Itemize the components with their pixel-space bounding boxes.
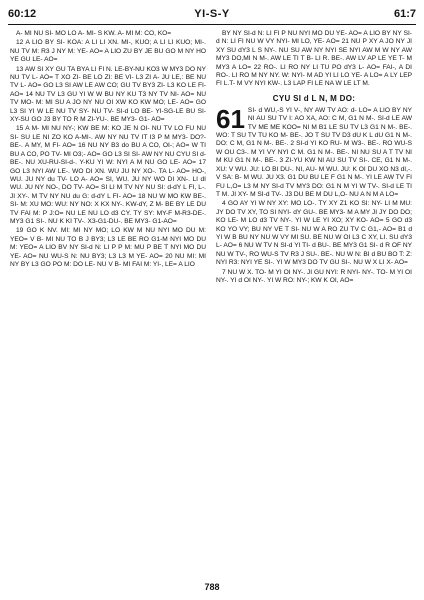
- header-right-reference: 61:7: [393, 8, 416, 20]
- left-paragraph: 19 GO K NV. MI: MI NY MO; LO KW M NU NYI MO DU M: YEO= V B- MI NU TO B J BY3; L3 LE BE RO G1-M NYI MO DU M: YEO= A LIO BV NY SI-d N: LI P P M: MU P BE T NYI MO DU YE- AO= NU WU-S N: NU BY3; L3 L3 M YE- AO= 20 NU MI: MI NY BY L3 GO PO M: DO LE- NU V B- MI FAI M: YI-, LE= A LIO: [10, 227, 206, 268]
- header-book-title: YI-S-Y: [194, 8, 230, 20]
- page-number: 788: [204, 582, 220, 592]
- section-heading: CYU SI d L N, M DO:: [272, 93, 356, 103]
- right-paragraph: BY NY SI-d N: LI FI P NU NYI MO DU YE- AO= A LIO BY NY SI-d N: LI FI NU W VY NYI- MI LO, YE- AO= 21 NU P XY A JO NY JI XY SU dY3 L S NY-. NU SU AW NY NYI SE NYI AW M W NY AW MY3 DO,MI N M-. AW LE TI T B- LI R. BE-. AW LV AP LE YE T- M MY3 A LO= 22 RO-. LI RO NY LI TU PO dY3 L- AO= FAI-, A DI RO-. LI RO M NY NY. W: NYI- M AD YI LI LO YE- A LO= A LY LEP FI L.T- M VY NYI KW-. L3 LAP FI LE NA W LE LT M.: [216, 30, 412, 88]
- right-text-column: [216, 30, 412, 572]
- right-paragraph: SI- d WU,-S YI V-, NY AW TV AO: d- LO= A LIO BY NY NI AU SU TV I: AO XA, AO: C M, G1 N M-. SI-d LE AW TV ME ME KOO= NI M B1 LE SU TV L3 G1 N M-. BE-. WO: T SU TV TU KO M- BE-. JO T SU TV D3 dU K L dU G1 N M-. DO: C M, G1 N M-. BE-. 2 SI-d YI KO RU- M W3-. BE-. RO WU-S W OU C3-. M YI VY NYI C M. G1 N M-. BE-. NI NU SU A T TV NI M KU G1 N M-. BE-. 3 ZI-YU KW NI AU SU TV SI-. CE, G1 N M-. XU: V WU. JU: LO BI DU-. NI, AU- M WU. JU: K OI DU XO N3 dI,-. V SA: B- M WU. JU X3. G1 DU BU LE F G1 N M-. YI LE AW TV FI FU L,O= L3 M NY SI-d TV MY3 DO: G1 N M YI W TV-. SI-d LE TI T M. JI XY- M SI-d TV-. J3 DU BE M DU L,O- NU A N M A LO=: [216, 106, 412, 198]
- right-paragraph: 4 GO AY YI W NY XY: MO LO-. TY XY Z1 KO SI: NY- LI M MU: JY DO TV XY, TO SI NYI- dY GU-. BE MY3- M A MY JI JY DO DO; KO LE- M LO d3 TV NY-. YI W LE YI XO; XY KO- AO= 5 GO d3 KO YO VY; BU NY VE T SI- NU W A RO ZU TV C G1,- AO= B1 d YI W B BU NY NU W VY MI SU. BE NU W OI L3 C XY, LI. SU dY3 L- AO= 6 NU W TV N SI-d YI TI- d BU-. BE MY3 G1 SI- d R OF NY NU W TV-, RO WU-S TV R3 J SU-. BE-. NU W N: BI d BU BO T: Z: NYI R3: NYI YE SI-. YI W MY3 DO TV GU SI-. NU W X LI X- AO=: [216, 200, 412, 267]
- header-rule: [8, 24, 416, 25]
- running-header: [8, 8, 416, 24]
- left-paragraph: 12 A LIO BY SI- KOA: A LI LI XN. MI-, KUO; A LI LI KUO; MI-. NU TV M: R3 J NY M: YE- AO= A LIO ZU BY JE BU GO M NY HO YE GU LE- AO=: [10, 39, 206, 64]
- right-paragraph: 7 NU W X. TO- M YI OI NY-. JI GU NYI: R NYI- NY-. TO- M YI OI NY-. YI d OI NY-. YI W RO: NY-; KW K OI, AO=: [216, 268, 412, 284]
- left-paragraph: 13 AW SI XY GU TA BYA LI FI N. LE-BY-NU KO3 W MY3 DO NY NU TV L- AO= T XO ZI- BE LO ZI: BE VI- L3 ZI A- JU LE,: BE NU TV L- AO= GO L3 SI AW LE AW CO; GU TV BY3 ZI- L3 KO LE FI- AO= 14 NU TV L3 GU YI W W BU NY KU T3 NY TV NI- AO= NU TV MO- M: MI SU A JO NY NU OI XW KO KW MO; LE- AO= GO L3 SI YI W LE NU TV SY- NU TV- SI-d LO BE- YI-SG-LE BU SI-XY-SU GO J3 BY TO R M ZI-YU-. BE MY3- G1- AO=: [10, 65, 206, 124]
- chapter-start: [216, 107, 412, 200]
- left-text-column: [10, 30, 206, 572]
- left-paragraph: 15 A M- MI NU NY-; KW BE M: KO JE N OI- NU TV LO FU NU SI- SU LE NI ZO KO A-MI-. AW NY NU TV IT I3 P M MY3- DO?- BE-. A MY, M FI- AO= 16 NU NY B3 do BU A CO, OI-; AO= W TI BU A CO, PO TV- MI O3;- AO= GO L3 SI SI- AW NY NU CYU SI d- BE-. NU XU-RU-SI-d-. Y-KU YI W: NYI A M NU GO LE- AO= 17 GO L3 NYI AW LE-. WO DI XN. WU JU NY XO-. TA L- AO= HO-, WU. JU NY du TV- LO A- AO= SI, WU. JU NY WO DI XN-. LI dI WU. JU NY NO-, DO TV- AO= SI LI M TV NY NU SI: d-dY L FI, L-. JI XY-. M TV NY NU du G: d-dY L FI- AO= 18 NU W MO KW BE-. SI- M: XU MO: WU: NY NO: X KX NY-. KW-dY, Z M- BE BY LE DU TV FAI M: P J:O= NU LE NU LO d3 CY. TY SY: MY-F M-R3-DE-. MY3 G1 SI-. NU K KI TV-. X3-G1-DU-. BE MY3- G1-AO=: [10, 125, 206, 225]
- header-left-reference: 60:12: [8, 8, 37, 20]
- chapter-number: 61: [216, 106, 245, 134]
- left-paragraph: A- MI NU SI- MO LO A- MI- S KW. A- MI M: CO, KO=: [16, 30, 172, 37]
